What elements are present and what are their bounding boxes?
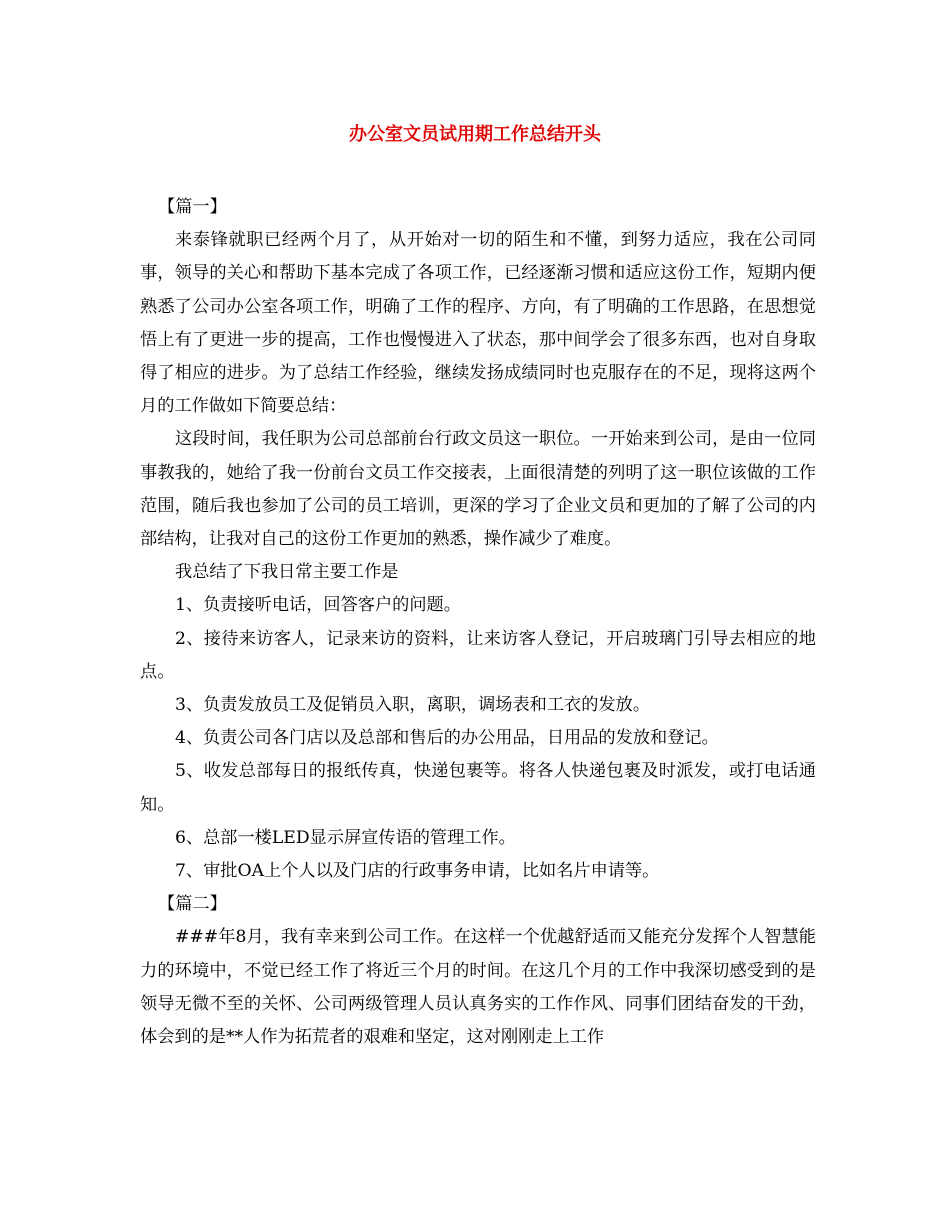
list-item: 3、负责发放员工及促销员入职，离职，调场表和工衣的发放。 <box>175 695 651 716</box>
list-item: 7、审批OA上个人以及门店的行政事务申请，比如名片申请等。 <box>175 861 660 882</box>
paragraph: 这段时间，我任职为公司总部前台行政文员这一职位。一开始来到公司，是由一位同事教我的，她给了我一份前台文员工作交接表，上面很清楚的列明了这一职位该做的工作范围，随后我也参加了公司的员工培训，更深的学习了企业文员和更加的了解了公司的内部结构，让我对自己的这份工作更加的熟悉，操作减少了难度。 <box>140 429 816 550</box>
list-item: 2、接待来访客人，记录来访的资料，让来访客人登记，开启玻璃门引导去相应的地点。 <box>140 628 816 682</box>
list-item: 1、负责接听电话，回答客户的问题。 <box>175 595 461 616</box>
document-body <box>140 191 816 1054</box>
section-heading: 【篇一】 <box>158 197 227 217</box>
paragraph: 我总结了下我日常主要工作是 <box>175 562 399 583</box>
document-title: 办公室文员试用期工作总结开头 <box>349 124 601 145</box>
section-heading: 【篇二】 <box>158 894 227 915</box>
list-item: 6、总部一楼LED显示屏宣传语的管理工作。 <box>175 827 516 848</box>
paragraph: ###年8月，我有幸来到公司工作。在这样一个优越舒适而又能充分发挥个人智慧能力的环境中，不觉已经工作了将近三个月的时间。在这几个月的工作中我深切感受到的是领导无微不至的关怀、公司两级管理人员认真务实的工作作风、同事们团结奋发的干劲，体会到的是**人作为拓荒者的艰难和坚定，这对刚刚走上工作 <box>140 927 816 1048</box>
list-item: 4、负责公司各门店以及总部和售后的办公用品，日用品的发放和登记。 <box>175 728 719 749</box>
list-item: 5、收发总部每日的报纸传真，快递包裹等。将各人快递包裹及时派发，或打电话通知。 <box>140 761 816 815</box>
paragraph: 来泰锋就职已经两个月了，从开始对一切的陌生和不懂，到努力适应，我在公司同事，领导的关心和帮助下基本完成了各项工作，已经逐渐习惯和适应这份工作，短期内便熟悉了公司办公室各项工作，明确了工作的程序、方向，有了明确的工作思路，在思想觉悟上有了更进一步的提高，工作也慢慢进入了状态，那中间学会了很多东西，也对自身取得了相应的进步。为了总结工作经验，继续发扬成绩同时也克服存在的不足，现将这两个月的工作做如下简要总结： <box>140 230 816 417</box>
